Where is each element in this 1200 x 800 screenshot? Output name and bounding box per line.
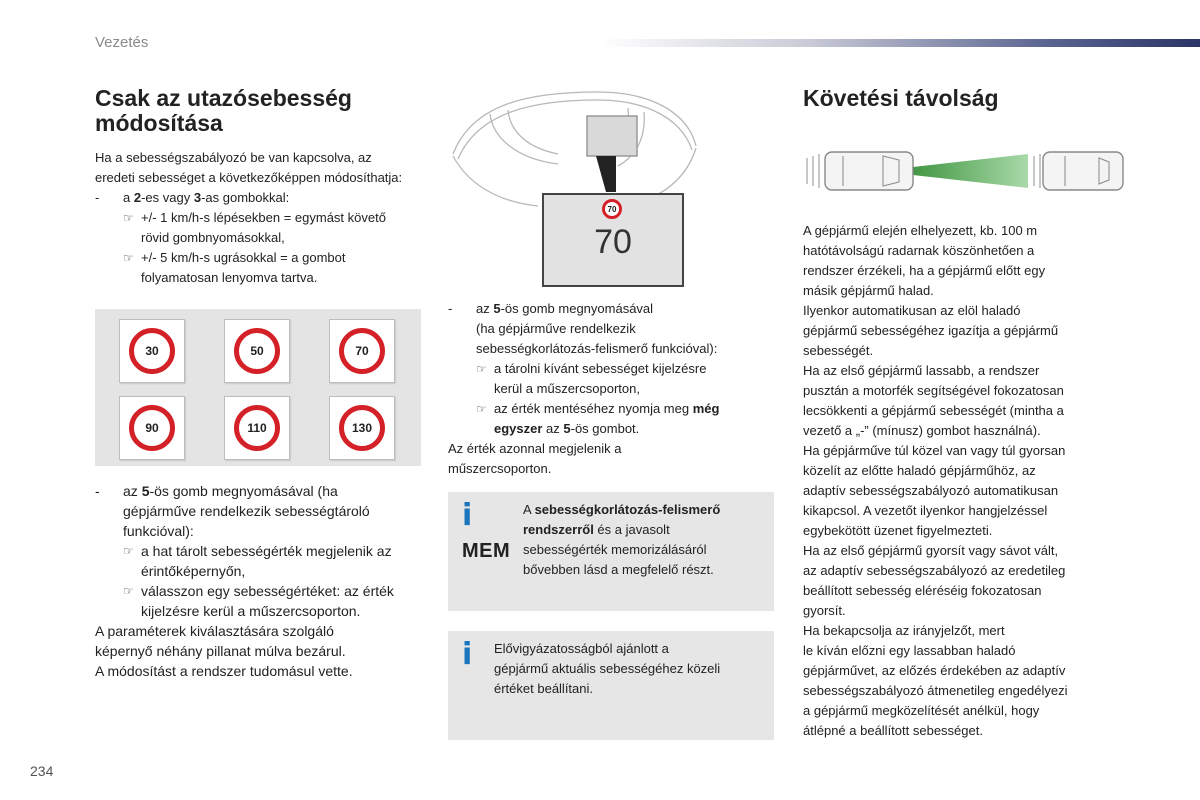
pointer-item-4 [123, 581, 435, 621]
info-box-memory [448, 492, 774, 611]
right-line: a gépjármű megközelítését anélkül, hogy [803, 703, 1040, 718]
pointer-item-2 [123, 248, 425, 288]
right-line: Ha bekapcsolja az irányjelzőt, mert [803, 623, 1005, 638]
pointer-text: a tárolni kívánt sebességet kijelzésre [494, 361, 707, 376]
pointer-text: érintőképernyőn, [141, 563, 246, 579]
speed-sign-card[interactable] [224, 396, 290, 460]
outro-line-2: képernyő néhány pillanat múlva bezárul. [95, 643, 346, 659]
button-number: 5 [563, 421, 571, 436]
info-text: bővebben lásd a megfelelő részt. [523, 562, 714, 577]
after-line-1: Az érték azonnal megjelenik a [448, 441, 622, 456]
right-line: beállított sebesség eléréséig fokozatosan [803, 583, 1042, 598]
pointer-text: a hat tárolt sebességérték megjelenik az [141, 543, 392, 559]
right-line: közelít az előtte haladó gépjárműhöz, az [803, 463, 1036, 478]
right-title: Követési távolság [803, 85, 999, 111]
right-line: lecsökkenti a gépjármű sebességét (mintha a [803, 403, 1064, 418]
bullet-button-5-recognition [448, 299, 778, 359]
speed-sign-card[interactable] [119, 319, 185, 383]
button-number: 5 [141, 483, 150, 499]
right-line: pusztán a motorfék segítségével fokozatosan [803, 383, 1064, 398]
bullet-text: -ös gomb megnyomásával (ha [149, 483, 338, 499]
cluster-speed-display: 70 [594, 223, 632, 261]
info-emphasis: sebességkorlátozás-felismerő [534, 502, 721, 517]
pointer-text: -ös gombot. [570, 421, 640, 436]
bullet-button-5 [95, 481, 435, 541]
pointer-text: válasszon egy sebességértéket: az érték [141, 583, 394, 599]
speed-limit-90-icon: 90 [129, 405, 175, 451]
pointer-item-3 [123, 541, 435, 581]
right-line: egybekötött üzenet figyelmezteti. [803, 523, 993, 538]
right-line: másik gépjármű halad. [803, 283, 934, 298]
left-memory-instructions [95, 481, 435, 681]
bullet-text: sebességkorlátozás-felismerő funkcióval): [476, 341, 718, 356]
left-title-line2: módosítása [95, 110, 223, 136]
bullet-buttons-2-3 [95, 188, 425, 208]
right-line: átlépné a beállított sebességet. [803, 723, 983, 738]
cluster-speed-sign-icon: 70 [602, 199, 622, 219]
right-line: vezető a „-” (mínusz) gombot használná). [803, 423, 1041, 438]
right-line: Ilyenkor automatikusan az elöl haladó [803, 303, 1021, 318]
right-line: A gépjármű elején elhelyezett, kb. 100 m [803, 223, 1038, 238]
bullet-text: a [123, 190, 134, 205]
pointer-emphasis: még [692, 401, 720, 416]
info-box-precaution [448, 631, 774, 740]
right-line: sebességszabályozó átmenetileg engedélyezi [803, 683, 1068, 698]
info-icon: i [462, 498, 473, 533]
button-number: 2 [133, 190, 142, 205]
bullet-text: -es vagy [141, 190, 194, 205]
outro-line-3: A módosítást a rendszer tudomásul vette. [95, 663, 353, 679]
right-line: gyorsít. [803, 603, 846, 618]
pointer-text: kerül a műszercsoporton, [494, 381, 640, 396]
right-line: Ha az első gépjármű lassabb, a rendszer [803, 363, 1040, 378]
info-emphasis: rendszerről [523, 522, 594, 537]
right-line: kikapcsol. A vezetőt ilyenkor hangjelzéssel [803, 503, 1048, 518]
left-title-line1: Csak az utazósebesség [95, 85, 352, 111]
speed-signs-panel [95, 309, 421, 466]
right-line: Ha gépjárműve túl közel van vagy túl gyorsan [803, 443, 1066, 458]
bullet-text: -ös gomb megnyomásával [500, 301, 654, 316]
right-line: hatótávolságú radarnak köszönhetően a [803, 243, 1035, 258]
speed-sign-card[interactable] [119, 396, 185, 460]
right-line: rendszer érzékeli, ha a gépjármű előtt egy [803, 263, 1046, 278]
bullet-text: az [123, 483, 142, 499]
pointer-text: az érték mentéséhez nyomja meg [494, 401, 693, 416]
speed-limit-70-icon: 70 [339, 328, 385, 374]
info-box-memory-text [523, 500, 768, 580]
bullet-text: az [476, 301, 494, 316]
right-line: sebességét. [803, 343, 874, 358]
intro-line-2: eredeti sebességet a következőképpen módosíthatja: [95, 170, 403, 185]
pointer-text: rövid gombnyomásokkal, [141, 230, 285, 245]
following-distance-illustration [803, 146, 1128, 196]
pointer-emphasis: egyszer [494, 421, 543, 436]
info-text: Elővigyázatosságból ajánlott a [494, 641, 669, 656]
right-line: gépjárművet, az előzés érdekében az adaptív [803, 663, 1066, 678]
instrument-cluster-illustration [448, 84, 698, 294]
pointer-text: +/- 5 km/h-s ugrásokkal = a gombot [141, 250, 346, 265]
page-number: 234 [30, 763, 54, 779]
pointer-item-5 [476, 359, 778, 399]
speed-limit-50-icon: 50 [234, 328, 280, 374]
header-gradient-bar [600, 39, 1200, 47]
mem-label: MEM [462, 540, 511, 562]
intro-line-1: Ha a sebességszabályozó be van kapcsolva, az [95, 150, 372, 165]
speed-limit-30-icon: 30 [129, 328, 175, 374]
right-line: gépjármű sebességéhez igazítja a gépjármű [803, 323, 1059, 338]
button-number: 3 [193, 190, 202, 205]
speed-sign-card[interactable] [329, 396, 395, 460]
info-text: gépjármű aktuális sebességéhez közeli [494, 661, 721, 676]
speed-limit-130-icon: 130 [339, 405, 385, 451]
pointer-text: +/- 1 km/h-s lépésekben = egymást követő [141, 210, 386, 225]
right-line: az adaptív sebességszabályozó az eredetileg [803, 563, 1066, 578]
info-text: sebességérték memorizálásáról [523, 542, 707, 557]
outro-line-1: A paraméterek kiválasztására szolgáló [95, 623, 334, 639]
info-box-precaution-text [494, 639, 764, 699]
speed-sign-card[interactable] [329, 319, 395, 383]
pointer-item-1 [123, 208, 425, 248]
left-title [95, 86, 352, 136]
speed-sign-card[interactable] [224, 319, 290, 383]
after-line-2: műszercsoporton. [448, 461, 552, 476]
info-text: értéket beállítani. [494, 681, 594, 696]
pointer-text: kijelzésre kerül a műszercsoporton. [141, 603, 361, 619]
pointer-text: az [542, 421, 564, 436]
speed-limit-110-icon: 110 [234, 405, 280, 451]
right-line: Ha az első gépjármű gyorsít vagy sávot vált, [803, 543, 1059, 558]
pointer-text: folyamatosan lenyomva tartva. [141, 270, 318, 285]
left-instructions [95, 148, 425, 288]
info-text: A [523, 502, 535, 517]
section-header: Vezetés [95, 34, 149, 51]
pointer-item-6 [476, 399, 778, 439]
info-icon: i [462, 637, 473, 672]
info-text: és a javasolt [593, 522, 670, 537]
bullet-text: -as gombokkal: [201, 190, 290, 205]
right-line: le kíván előzni egy lassabban haladó [803, 643, 1016, 658]
right-body-text [803, 221, 1143, 741]
right-line: adaptív sebességszabályozó automatikusan [803, 483, 1059, 498]
middle-instructions [448, 299, 778, 479]
bullet-text: funkcióval): [123, 523, 194, 539]
bullet-text: gépjárműve rendelkezik sebességtároló [123, 503, 370, 519]
bullet-text: (ha gépjárműve rendelkezik [476, 321, 636, 336]
button-number: 5 [493, 301, 501, 316]
